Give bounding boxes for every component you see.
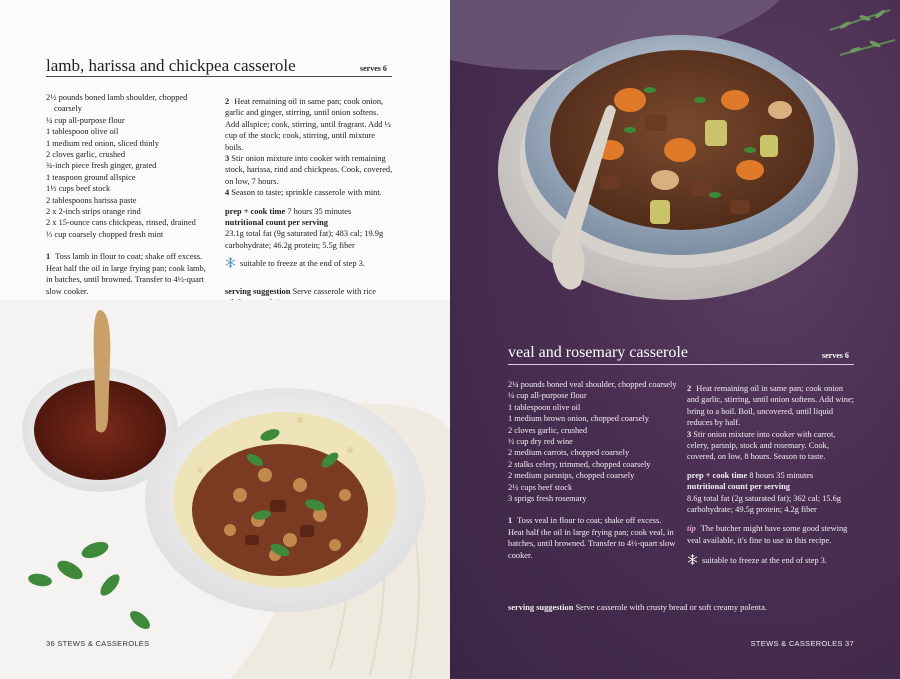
- left-footer: 36 STEWS & CASSEROLES: [46, 639, 150, 648]
- method-step: [225, 96, 393, 153]
- ingredient-item: 2½ pounds boned lamb shoulder, chopped coarsely: [46, 93, 188, 114]
- prep-value: 7 hours 35 minutes: [287, 206, 352, 216]
- ingredient-item: 2 stalks celery, trimmed, chopped coarsely: [508, 459, 651, 469]
- left-recipe-title: lamb, harissa and chickpea casserole: [46, 56, 296, 75]
- veal-casserole-photo: [450, 0, 900, 340]
- prep-time: [687, 470, 857, 481]
- ingredient-item: 1 teaspoon ground allspice: [46, 172, 136, 182]
- method-step: [46, 251, 214, 297]
- step-text: Stir onion mixture into cooker with carrot, celery, parsnip, stock and rosemary. Cook, covered, on low, 8 hours. Season to taste.: [687, 429, 836, 462]
- right-page: [450, 0, 900, 679]
- ingredient-item: 2 tablespoons harissa paste: [46, 195, 137, 205]
- step-number: 3: [687, 429, 692, 439]
- nutrition-value: 23.1g total fat (9g saturated fat); 483 cal; 19.9g carbohydrate; 46.2g protein; 5.5g fiber: [225, 229, 384, 250]
- ingredient-item: 1 tablespoon olive oil: [46, 127, 119, 137]
- ingredient-item: ¾-inch piece fresh ginger, grated: [46, 161, 157, 171]
- step-text: Heat remaining oil in same pan; cook onion, garlic and ginger, stirring, until onion softens. Add allspice; cook, stirring, until fragrant. Add ½ cup of the stock; cook, stirring, until mixture boils.: [225, 97, 391, 152]
- ingredient-item: 1 medium red onion, sliced thinly: [46, 138, 160, 148]
- step-text: Season to taste; sprinkle casserole with mint.: [231, 188, 382, 198]
- step-text: Stir onion mixture into cooker with remaining stock, harissa, rind and chickpeas. Cook, covered, on low, 7 hours.: [225, 154, 393, 186]
- step-number: 2: [687, 384, 692, 393]
- ingredient-item: 2 cloves garlic, crushed: [508, 425, 588, 435]
- method-step: [687, 383, 857, 429]
- prep-value: 8 hours 35 minutes: [749, 470, 814, 480]
- ingredient-item: 2¼ pounds boned veal shoulder, chopped coarsely: [508, 380, 677, 389]
- right-serves: serves 6: [822, 351, 849, 360]
- ingredient-item: ⅓ cup coarsely chopped fresh mint: [46, 229, 164, 239]
- tip-text: The butcher might have some good stewing veal available, it's fine to use in this recipe.: [687, 524, 848, 545]
- right-footer: STEWS & CASSEROLES 37: [750, 639, 854, 648]
- serving-label: serving suggestion: [225, 286, 291, 296]
- ingredient-item: 1 medium brown onion, chopped coarsely: [508, 414, 649, 424]
- ingredient-item: ¼ cup all-purpose flour: [508, 391, 587, 401]
- left-column-1: [46, 92, 214, 297]
- step-number: 1: [46, 252, 51, 262]
- step-text: Toss veal in flour to coat; shake off excess. Heat half the oil in large frying pan; cook veal, in batches, until browned. Transfer to 4½-quart slow cooker.: [508, 516, 676, 560]
- nutrition-label: nutritional count per serving: [225, 218, 328, 228]
- freeze-note: [687, 554, 857, 566]
- method-step: [687, 429, 857, 463]
- prep-label: prep + cook time: [225, 206, 286, 216]
- ingredient-item: 2½ cups beef stock: [508, 482, 573, 492]
- right-column-1: [508, 379, 678, 561]
- serving-label: serving suggestion: [508, 603, 574, 612]
- ingredient-item: 1 tablespoon olive oil: [508, 402, 581, 412]
- prep-time: [225, 206, 393, 217]
- right-title-rule: [508, 364, 854, 365]
- snowflake-icon: [225, 257, 236, 268]
- left-serves: serves 6: [360, 64, 387, 73]
- nutrition-label: nutritional count per serving: [687, 482, 790, 492]
- left-title-rule: [46, 76, 392, 77]
- snowflake-icon: [687, 554, 698, 565]
- step-number: 3: [225, 154, 230, 164]
- lamb-casserole-photo: [0, 300, 450, 679]
- ingredient-item: 2 cloves garlic, crushed: [46, 150, 126, 160]
- ingredient-item: 3 sprigs fresh rosemary: [508, 494, 587, 504]
- right-column-2: [687, 379, 857, 567]
- prep-label: prep + cook time: [687, 470, 748, 480]
- left-column-2: [225, 92, 393, 309]
- tip-label: tip: [687, 524, 696, 534]
- nutrition-value: 8.6g total fat (2g saturated fat); 362 cal; 15.6g carbohydrate; 49.5g protein; 4.2g fiber: [687, 493, 841, 515]
- freeze-note: [225, 257, 393, 269]
- serving-text: Serve casserole with rice: [292, 286, 376, 296]
- ingredient-item: 2 x 15-ounce cans chickpeas, rinsed, drained: [46, 218, 196, 228]
- ingredient-item: 1½ cups beef stock: [46, 184, 111, 194]
- ingredient-item: ½ cup dry red wine: [508, 437, 573, 447]
- freeze-text: suitable to freeze at the end of step 3.: [702, 556, 827, 566]
- method-step: [508, 515, 678, 561]
- ingredient-item: 2 x 2-inch strips orange rind: [46, 207, 141, 217]
- serving-suggestion: [508, 603, 767, 612]
- method-step: [225, 153, 393, 187]
- step-number: 1: [508, 516, 513, 526]
- method-step: [225, 187, 393, 198]
- serving-text: Serve casserole with crusty bread or soft creamy polenta.: [575, 603, 767, 612]
- ingredient-item: 2 medium carrots, chopped coarsely: [508, 448, 630, 458]
- tip-note: [687, 523, 857, 546]
- ingredient-item: 2 medium parsnips, chopped coarsely: [508, 471, 635, 481]
- ingredient-item: ¼ cup all-purpose flour: [46, 115, 125, 125]
- right-recipe-title: veal and rosemary casserole: [508, 344, 688, 361]
- freeze-text: suitable to freeze at the end of step 3.: [240, 259, 365, 269]
- step-text: Heat remaining oil in same pan; cook onion and garlic, stirring, until onion softens. Add wine; bring to a boil. Boil, uncovered, until liquid reduces by half.: [687, 384, 855, 428]
- step-number: 2: [225, 97, 230, 106]
- step-number: 4: [225, 188, 230, 198]
- step-text: Toss lamb in flour to coat; shake off excess. Heat half the oil in large frying pan; cook lamb, in batches, until browned. Transfer to 4½-quart slow cooker.: [46, 252, 206, 296]
